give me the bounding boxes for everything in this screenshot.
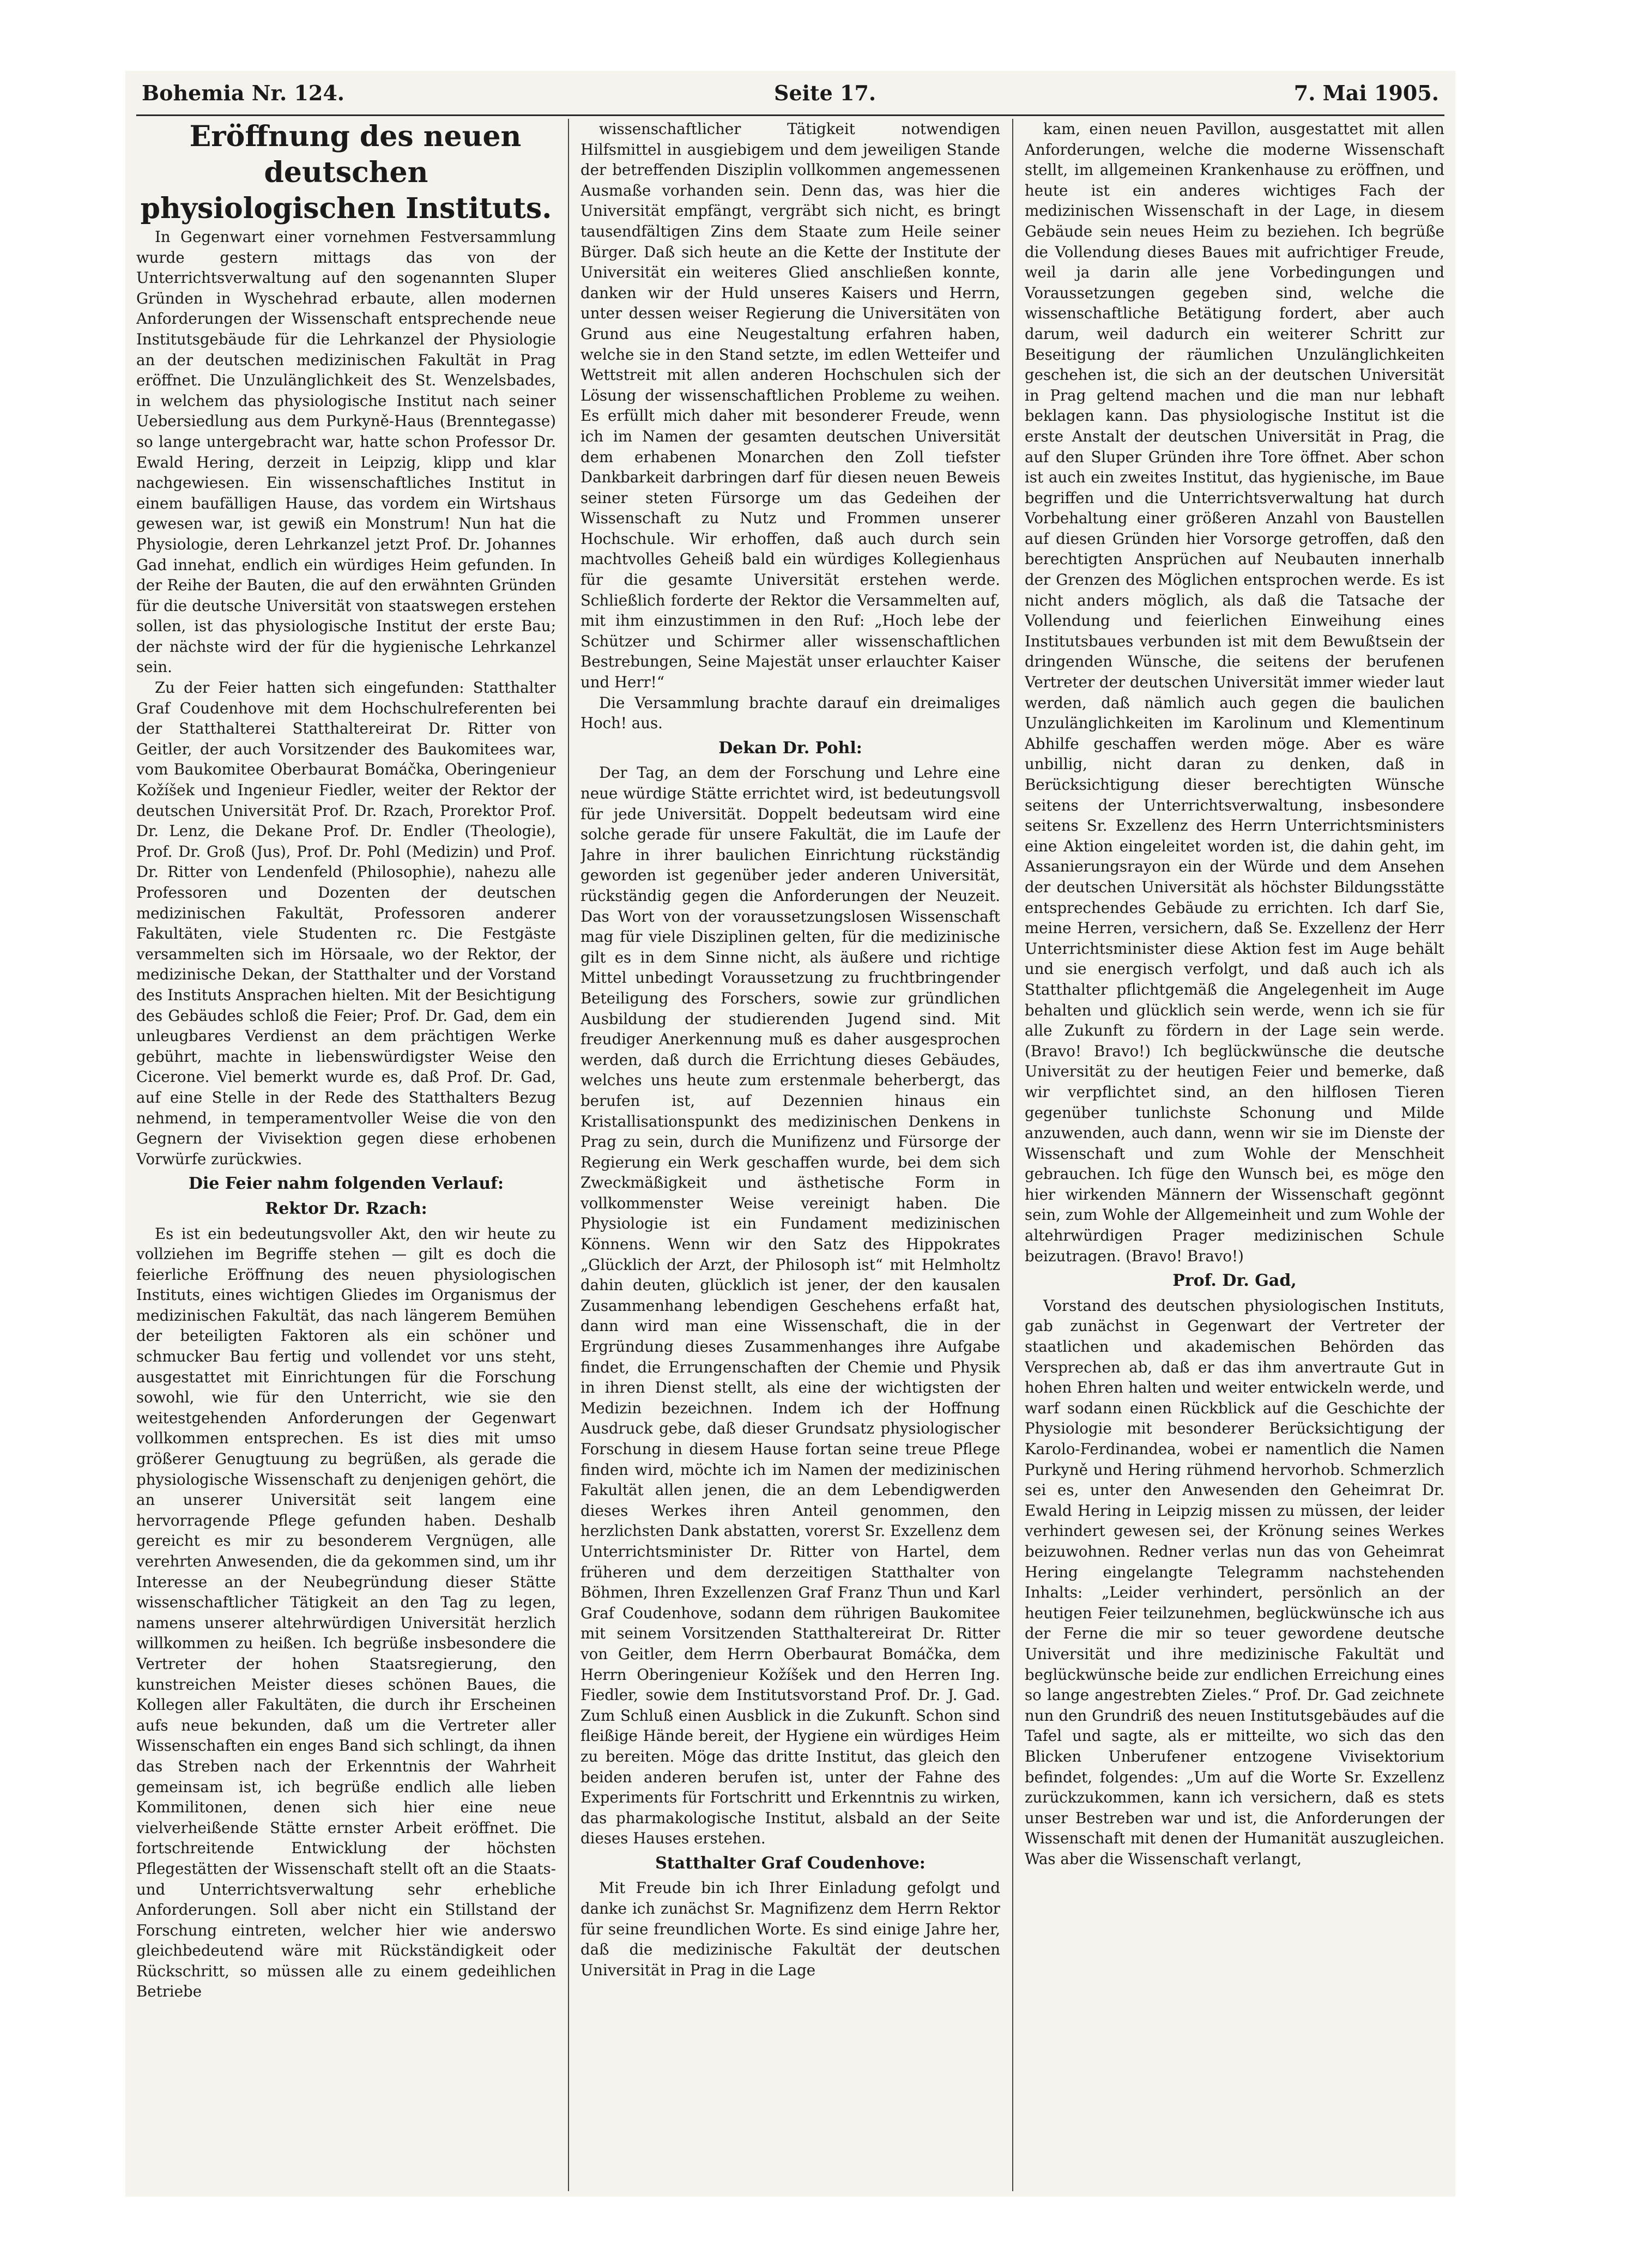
header-issue: Bohemia Nr. 124.	[142, 81, 345, 105]
column-divider	[1012, 119, 1013, 2191]
header-date: 7. Mai 1905.	[1293, 81, 1439, 105]
paragraph: In Gegenwart einer vornehmen Festversammlung wurde gestern mittags das von der Unterrichtsverwaltung auf den sogenannten Sluper Gründen in Wyschehrad erbaute, allen modernen Anforderungen der Wissenschaft entsprechende neue Institutsgebäude für die Lehrkanzel der Physiologie an der deutschen medizinischen Fakultät in Prag eröffnet. Die Unzulänglichkeit des St. Wenzelsbades, in welchem das physiologische Institut nach seiner Uebersiedlung aus dem Purkyně-Haus (Brenntegasse) so lange untergebracht war, hatte schon Professor Dr. Ewald Hering, derzeit in Leipzig, klipp und klar nachgewiesen. Ein wissenschaftliches Institut in einem baufälligen Hause, das vordem ein Wirtshaus gewesen war, ist gewiß ein Monstrum! Nun hat die Physiologie, deren Lehrkanzel jetzt Prof. Dr. Johannes Gad innehat, endlich ein würdiges Heim gefunden. In der Reihe der Bauten, die auf den erwähnten Gründen für die deutsche Universität von staatswegen erstehen sollen, ist das physiologische Institut der erste Bau; der nächste wird der für die hygienische Lehrkanzel sein.	[136, 228, 556, 676]
column-3	[1025, 119, 1444, 2191]
paragraph: Es ist ein bedeutungsvoller Akt, den wir heute zu vollziehen im Begriffe stehen — gilt es doch die feierliche Eröffnung des neuen physiologischen Instituts, eines wichtigen Gliedes im Organismus der medizinischen Fakultät, das nach längerem Bemühen der beteiligten Faktoren als ein schöner und schmucker Bau fertig und vollendet vor uns steht, ausgestattet mit Einrichtungen für die Forschung sowohl, wie für den Unterricht, wie sie den weitestgehenden Anforderungen der Gegenwart vollkommen entsprechen. Es ist dies mit umso größerer Genugtuung zu begrüßen, als gerade die physiologische Wissenschaft zu denjenigen gehört, die an unserer Universität seit langem eine hervorragende Pflege gefunden haben. Deshalb gereicht es mir zu besonderem Vergnügen, alle verehrten Anwesenden, die da gekommen sind, um ihr Interesse an der Neubegründung dieser Stätte wissenschaftlicher Tätigkeit an den Tag zu legen, namens unserer altehrwürdigen Universität herzlich willkommen zu heißen. Ich begrüße insbesondere die Vertreter der hohen Staatsregierung, den kunstreichen Meister dieses schönen Baues, die Kollegen aller Fakultäten, die durch ihr Erscheinen aufs neue bekunden, daß um die Vertreter aller Wissenschaften ein enges Band sich schlingt, da ihnen das Streben nach der Erkenntnis der Wahrheit gemeinsam ist, ich begrüße endlich alle lieben Kommilitonen, denen sich hier eine neue vielverheißende Stätte ernster Arbeit eröffnet. Die fortschreitende Entwicklung der höchsten Pflegestätten der Wissenschaft stellt oft an die Staats- und Unterrichtsverwaltung sehr erhebliche Anforderungen. Soll aber nicht ein Stillstand der Forschung eintreten, welcher hier wie anderswo gleichbedeutend wäre mit Rückständigkeit oder Rückschritt, so müssen alle zu einem gedeihlichen Betriebe	[136, 1224, 556, 2001]
paragraph: Vorstand des deutschen physiologischen Instituts, gab zunächst in Gegenwart der Vertreter der staatlichen und akademischen Behörden das Versprechen ab, daß er das ihm anvertraute Gut in hohen Ehren halten und weiter entwickeln werde, und warf sodann einen Rückblick auf die Geschichte der Physiologie mit besonderer Berücksichtigung der Karolo-Ferdinandea, wobei er namentlich die Namen Purkyně und Hering rühmend hervorhob. Schmerzlich sei es, unter den Anwesenden den Geheimrat Dr. Ewald Hering in Leipzig missen zu müssen, der leider verhindert gewesen sei, der Krönung seines Werkes beizuwohnen. Redner verlas nun das von Geheimrat Hering eingelangte Telegramm nachstehenden Inhalts: „Leider verhindert, persönlich an der heutigen Feier teilzunehmen, beglückwünsche ich aus der Ferne die mir so teuer gewordene deutsche Universität und ihre medizinische Fakultät und beglückwünsche beide zur endlichen Erreichung eines so lange angestrebten Zieles.“ Prof. Dr. Gad zeichnete nun den Grundriß des neuen Institutsgebäudes auf die Tafel und sagte, als er mitteilte, wo sich das den Blicken Unberufener entzogene Vivisektorium befindet, folgendes: „Um auf die Worte Sr. Exzellenz zurückzukommen, kann ich versichern, daß es stets unser Bestreben war und ist, die Anforderungen der Wissenschaft mit denen der Humanität auszugleichen. Was aber die Wissenschaft verlangt,	[1025, 1296, 1444, 1868]
speaker-heading: Statthalter Graf Coudenhove:	[655, 1853, 926, 1873]
speaker-heading: Prof. Dr. Gad,	[1172, 1271, 1297, 1291]
column-2	[580, 119, 1000, 2191]
paragraph: Die Versammlung brachte darauf ein dreimaliges Hoch! aus.	[580, 693, 1000, 733]
paragraph: Mit Freude bin ich Ihrer Einladung gefolgt und danke ich zunächst Sr. Magnifizenz dem Herrn Rektor für seine freundlichen Worte. Es sind einige Jahre her, daß die medizinische Fakultät der deutschen Universität in Prag in die Lage	[580, 1879, 1000, 1979]
speaker-heading: Rektor Dr. Rzach:	[265, 1199, 427, 1218]
section-heading: Die Feier nahm folgenden Verlauf:	[188, 1174, 504, 1194]
article-title: Eröffnung des neuen deutschen physiologischen Instituts.	[140, 120, 552, 225]
header-page-number: Seite 17.	[774, 81, 876, 105]
column-1	[136, 119, 556, 2191]
speaker-heading: Dekan Dr. Pohl:	[718, 738, 862, 758]
paragraph: kam, einen neuen Pavillon, ausgestattet mit allen Anforderungen, welche die moderne Wissenschaft stellt, im allgemeinen Krankenhause zu eröffnen, und heute ist ein anderes wichtiges Fach der medizinischen Wissenschaft in der Lage, in diesem Gebäude sein neues Heim zu beziehen. Ich begrüße die Vollendung dieses Baues mit aufrichtiger Freude, weil ja darin alle jene Vorbedingungen und Voraussetzungen gegeben sind, welche die wissenschaftliche Betätigung fordert, aber auch darum, weil dadurch ein weiterer Schritt zur Beseitigung der räumlichen Unzulänglichkeiten geschehen ist, die sich an der deutschen Universität in Prag geltend machen und die man nur lebhaft beklagen kann. Das physiologische Institut ist die erste Anstalt der deutschen Universität in Prag, die auf den Sluper Gründen ihre Tore öffnet. Aber schon ist auch ein zweites Institut, das hygienische, im Baue begriffen und die Unterrichtsverwaltung hat durch Vorbehaltung einer größeren Anzahl von Baustellen auf diesen Gründen hier Vorsorge getroffen, daß den berechtigten Ansprüchen auf Neubauten innerhalb der Grenzen des Möglichen entsprochen werde. Es ist nicht anders möglich, als daß die Tatsache der Vollendung und feierlichen Einweihung eines Institutsbaues verbunden ist mit dem Bewußtsein der dringenden Wünsche, die seitens der berufenen Vertreter der deutschen Universität immer wieder laut werden, daß nämlich auch gegen die baulichen Unzulänglichkeiten im Karolinum und Klementinum Abhilfe geschaffen werden möge. Aber es wäre unbillig, nicht daran zu denken, daß in Berücksichtigung dieser berechtigten Wünsche seitens der Unterrichtsverwaltung, insbesondere seitens Sr. Exzellenz des Herrn Unterrichtsministers eine Aktion eingeleitet worden ist, die dahin geht, im Assanierungsrayon ein der Würde und dem Ansehen der deutschen Universität als höchster Bildungsstätte entsprechendes Gebäude zu errichten. Ich darf Sie, meine Herren, versichern, daß Se. Exzellenz der Herr Unterrichtsminister diese Aktion fest im Auge behält und sie energisch verfolgt, und daß auch ich als Statthalter pflichtgemäß die Angelegenheit im Auge behalten und glücklich sein werde, wenn ich sie für alle Zukunft zu fördern in der Lage sein werde. (Bravo! Bravo!) Ich beglückwünsche die deutsche Universität zu der heutigen Feier und bemerke, daß wir verpflichtet sind, an den hilflosen Tieren gegenüber tunlichste Schonung und Milde anzuwenden, auch dann, wenn wir sie im Dienste der Wissenschaft und zum Wohle der Menschheit gebrauchen. Ich füge den Wunsch bei, es möge den hier wirkenden Männern der Wissenschaft gegönnt sein, zum Wohle der Allgemeinheit und zum Wohle der altehrwürdigen Prager medizinischen Schule beizutragen. (Bravo! Bravo!)	[1025, 120, 1444, 1265]
paragraph: wissenschaftlicher Tätigkeit notwendigen Hilfsmittel in ausgiebigem und dem jeweiligen Stande der betreffenden Disziplin vollkommen angemessenen Ausmaße vorhanden sein. Denn das, was hier die Universität empfängt, vergräbt sich nicht, es bringt tausendfältigen Zins dem Staate zum Heile seiner Bürger. Daß sich heute an die Kette der Institute der Universität ein weiteres Glied anschließen konnte, danken wir der Huld unseres Kaisers und Herrn, unter dessen weiser Regierung die Universitäten von Grund aus eine Neugestaltung erfahren haben, welche sie in den Stand setzte, im edlen Wetteifer und Wettstreit mit allen anderen Hochschulen sich der Lösung der wissenschaftlichen Probleme zu weihen. Es erfüllt mich daher mit besonderer Freude, wenn ich im Namen der gesamten deutschen Universität dem erhabenen Monarchen den Zoll tiefster Dankbarkeit darbringen darf für diesen neuen Beweis seiner steten Fürsorge um das Gedeihen der Wissenschaft zu Nutz und Frommen unserer Hochschule. Wir erhoffen, daß auch durch sein machtvolles Geheiß bald ein würdiges Kollegienhaus für die gesamte Universität erstehen werde. Schließlich forderte der Rektor die Versammelten auf, mit ihm einzustimmen in den Ruf: „Hoch lebe der Schützer und Schirmer aller wissenschaftlichen Bestrebungen, Seine Majestät unser erlauchter Kaiser und Herr!“	[580, 120, 1000, 692]
header-rule	[136, 114, 1444, 116]
article-columns	[136, 119, 1444, 2191]
newspaper-page	[125, 71, 1455, 2197]
paragraph: Der Tag, an dem der Forschung und Lehre eine neue würdige Stätte errichtet wird, ist bedeutungsvoll für jede Universität. Doppelt bedeutsam wird eine solche gerade für unsere Fakultät, die im Laufe der Jahre in ihrer baulichen Einrichtung rückständig geworden ist gegenüber jeder anderen Universität, rückständig gegen die Anforderungen der Neuzeit. Das Wort von der voraussetzungslosen Wissenschaft mag für viele Disziplinen gelten, für die medizinische gilt es in dem Sinne nicht, als äußere und richtige Mittel unbedingt Voraussetzung zu fruchtbringender Beteiligung des Forschers, sowie zur gründlichen Ausbildung der studierenden Jugend sind. Mit freudiger Anerkennung muß es daher ausgesprochen werden, daß durch die Errichtung dieses Gebäudes, welches uns heute zum erstenmale beherbergt, das berufen ist, auf Dezennien hinaus ein Kristallisationspunkt des medizinischen Denkens in Prag zu sein, durch die Munifizenz und Fürsorge der Regierung ein Werk geschaffen wurde, bei dem sich Zweckmäßigkeit und ästhetische Form in vollkommenster Weise vereinigt haben. Die Physiologie ist ein Fundament medizinischen Könnens. Wenn wir den Satz des Hippokrates „Glücklich der Arzt, der Philosoph ist“ mit Helmholtz dahin deuten, glücklich ist jener, der den kausalen Zusammenhang lebendigen Geschehens erfaßt hat, dann wird man eine Wissenschaft, die in der Ergründung dieses Zusammenhanges ihre Aufgabe findet, die Errungenschaften der Chemie und Physik in ihren Dienst stellt, als eine der wichtigsten der Medizin bezeichnen. Indem ich der Hoffnung Ausdruck gebe, daß dieser Grundsatz physiologischer Forschung in diesem Hause fortan seine treue Pflege finden wird, möchte ich im Namen der medizinischen Fakultät allen jenen, die an dem Lebendigwerden dieses Werkes ihren Anteil genommen, den herzlichsten Dank abstatten, vorerst Sr. Exzellenz dem Unterrichtsminister Dr. Ritter von Hartel, dem früheren und dem derzeitigen Statthalter von Böhmen, Ihren Exzellenzen Graf Franz Thun und Karl Graf Coudenhove, sodann dem rührigen Baukomitee mit seinem Vorsitzenden Statthaltereirat Dr. Ritter von Geitler, dem Herrn Oberbaurat Bomáčka, dem Herrn Oberingenieur Kožíšek und den Herren Ing. Fiedler, sowie dem Institutsvorstand Prof. Dr. J. Gad. Zum Schluß einen Ausblick in die Zukunft. Schon sind fleißige Hände bereit, der Hygiene ein würdiges Heim zu bereiten. Möge das dritte Institut, das gleich den beiden anderen berufen ist, unter der Fahne des Experiments für Fortschritt und Erkenntnis zu wirken, das pharmakologische Institut, alsbald an der Seite dieses Hauses erstehen.	[580, 764, 1000, 1848]
page-header	[142, 75, 1439, 113]
paragraph: Zu der Feier hatten sich eingefunden: Statthalter Graf Coudenhove mit dem Hochschulreferenten bei der Statthalterei Statthaltereirat Dr. Ritter von Geitler, der auch Vorsitzender des Baukomitees war, vom Baukomitee Oberbaurat Bomáčka, Oberingenieur Kožíšek und Ingenieur Fiedler, weiter der Rektor der deutschen Universität Prof. Dr. Rzach, Prorektor Prof. Dr. Lenz, die Dekane Prof. Dr. Endler (Theologie), Prof. Dr. Groß (Jus), Prof. Dr. Pohl (Medizin) und Prof. Dr. Ritter von Lendenfeld (Philosophie), nahezu alle Professoren und Dozenten der deutschen medizinischen Fakultät, Professoren anderer Fakultäten, viele Studenten rc. Die Festgäste versammelten sich im Hörsaale, wo der Rektor, der medizinische Dekan, der Statthalter und der Vorstand des Instituts Ansprachen hielten. Mit der Besichtigung des Gebäudes schloß die Feier; Prof. Dr. Gad, dem ein unleugbares Verdienst an dem prächtigen Werke gebührt, machte in liebenswürdigster Weise den Cicerone. Viel bemerkt wurde es, daß Prof. Dr. Gad, auf eine Stelle in der Rede des Statthalters Bezug nehmend, in temperamentvoller Weise die von den Gegnern der Vivisektion gegen diese erhobenen Vorwürfe zurückwies.	[136, 679, 556, 1168]
column-divider	[568, 119, 569, 2191]
